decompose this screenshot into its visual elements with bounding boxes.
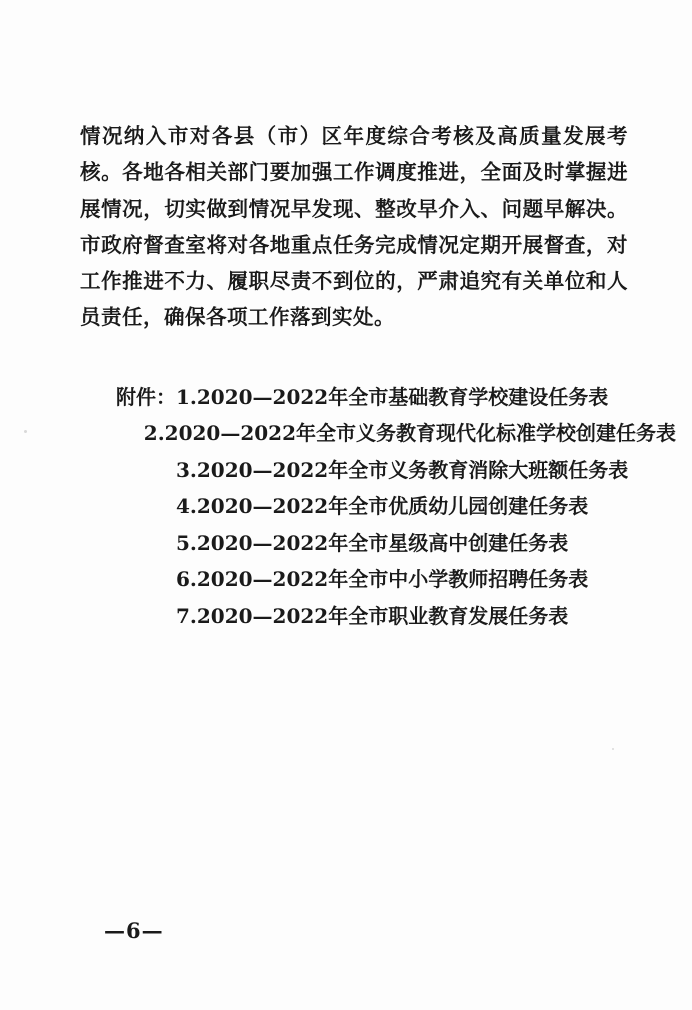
attachment-item — [116, 487, 676, 524]
body-paragraph: 情况纳入市对各县（市）区年度综合考核及高质量发展考核。各地各相关部门要加强工作调度推进，全面及时掌握进展情况，切实做到情况早发现、整改早介入、问题早解决。市政府督查室将对各地重点任务完成情况定期开展督查，对工作推进不力、履职尽责不到位的，严肃追究有关单位和人员责任，确保各项工作落到实处。 — [80, 124, 628, 330]
attachment-text: 7.2020—2022年全市职业教育发展任务表 — [176, 603, 569, 628]
scan-speck — [612, 748, 614, 750]
attachment-text: 1.2020—2022年全市基础教育学校建设任务表 — [176, 384, 609, 409]
attachment-text: 4.2020—2022年全市优质幼儿园创建任务表 — [176, 494, 589, 519]
attachment-item — [116, 596, 676, 633]
attachment-item — [116, 560, 676, 597]
attachment-item — [116, 377, 676, 414]
attachment-item — [116, 414, 676, 451]
attachment-text: 3.2020—2022年全市义务教育消除大班额任务表 — [176, 457, 629, 482]
attachment-text: 6.2020—2022年全市中小学教师招聘任务表 — [176, 567, 589, 592]
attachment-text: 5.2020—2022年全市星级高中创建任务表 — [176, 530, 569, 555]
scan-speck — [24, 430, 27, 433]
attachment-item — [116, 523, 676, 560]
attachments-list — [116, 377, 676, 633]
attachment-text: 2.2020—2022年全市义务教育现代化标准学校创建任务表 — [143, 421, 676, 446]
attachments-label: 附件： — [116, 384, 176, 409]
attachment-item — [116, 450, 676, 487]
page-number: —6— — [104, 918, 164, 943]
